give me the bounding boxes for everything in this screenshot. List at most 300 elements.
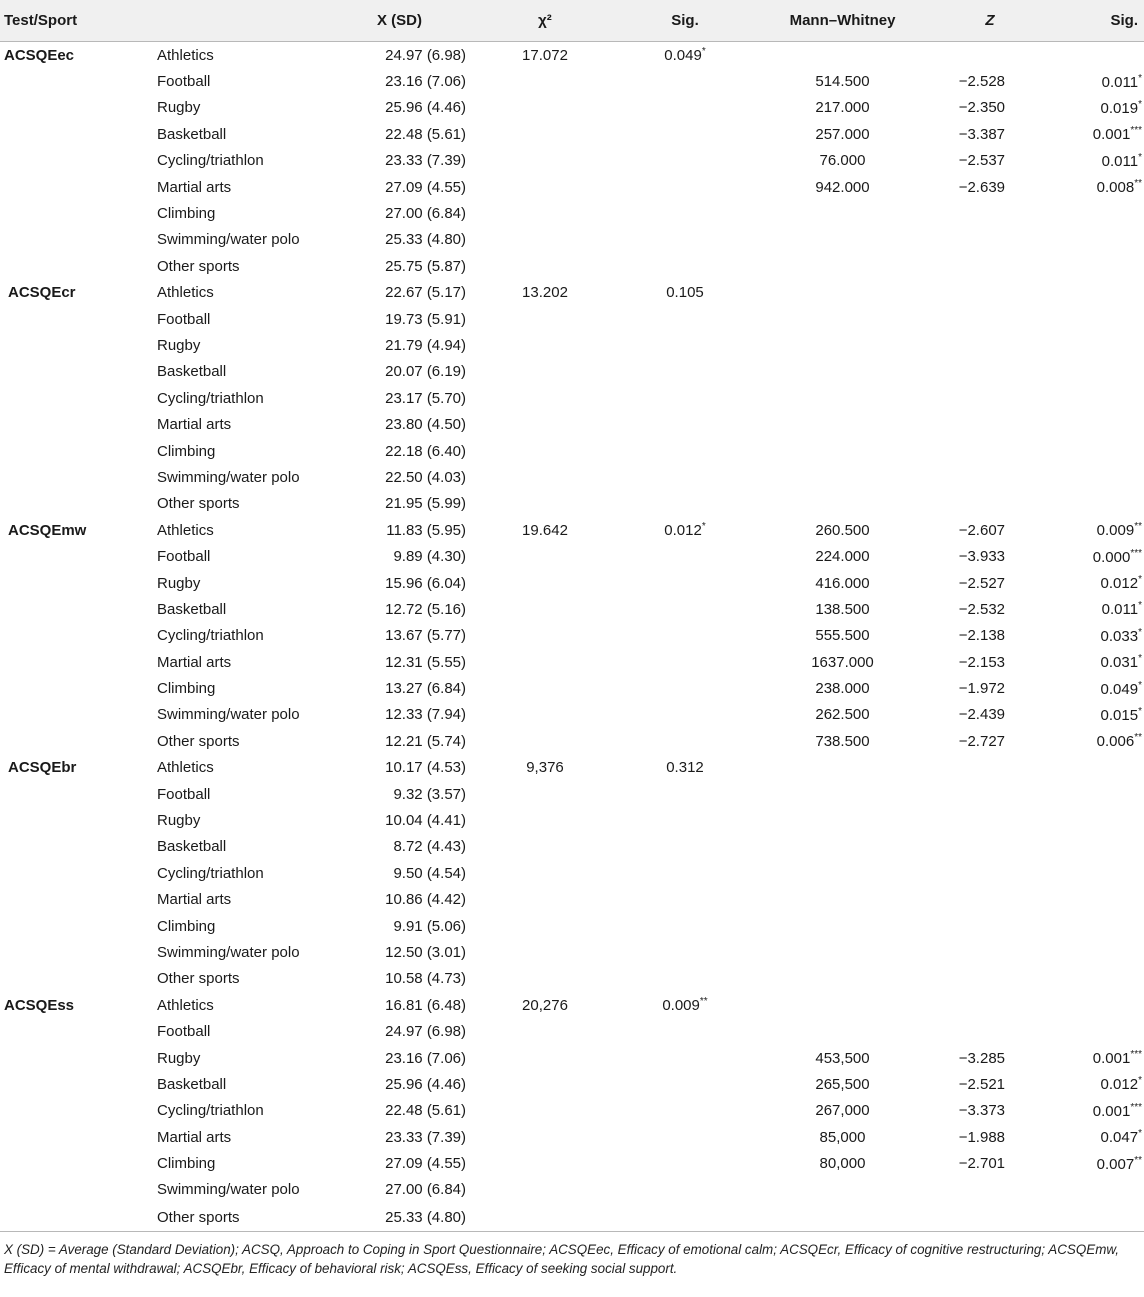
cell-z <box>935 860 1045 886</box>
cell-sig-2 <box>1045 860 1144 886</box>
cell-sig: 0.012* <box>664 521 706 540</box>
cell-sig-2: 0.009** <box>1096 521 1142 540</box>
cell-mann-whitney <box>750 966 935 992</box>
cell-sig-2 <box>1045 42 1144 69</box>
significance-marker: ** <box>699 996 708 1008</box>
cell-z <box>935 42 1045 69</box>
cell-z: −2.528 <box>958 73 1005 91</box>
cell-sport: Martial arts <box>157 653 232 671</box>
significance-marker: *** <box>1130 547 1142 559</box>
table-body <box>0 42 1144 1232</box>
cell-sig-2 <box>1045 1203 1144 1232</box>
cell-x-sd: 12.50 (3.01) <box>385 943 466 961</box>
cell-x-sd: 22.48 (5.61) <box>385 1102 466 1120</box>
cell-x-sd: 24.97 (6.98) <box>385 1023 466 1041</box>
table-row <box>0 1150 1144 1176</box>
cell-sig <box>620 1203 750 1232</box>
cell-test <box>0 1150 155 1176</box>
cell-test: ACSQEmw <box>8 521 87 539</box>
cell-z: −3.387 <box>958 125 1005 143</box>
cell-sig <box>620 702 750 728</box>
cell-sig-2: 0.008** <box>1096 178 1142 197</box>
cell-sig-2 <box>1045 992 1144 1018</box>
cell-sig <box>620 675 750 701</box>
cell-chi-square <box>470 227 620 253</box>
cell-chi-square <box>470 411 620 437</box>
cell-chi-square <box>470 675 620 701</box>
cell-chi-square <box>470 1124 620 1150</box>
cell-test <box>0 675 155 701</box>
cell-sport: Football <box>157 73 211 91</box>
cell-z: −2.521 <box>958 1075 1005 1093</box>
cell-chi-square <box>470 570 620 596</box>
table-row <box>0 306 1144 332</box>
table-row <box>0 42 1144 69</box>
cell-z <box>935 332 1045 358</box>
cell-sig: 0.009** <box>662 996 708 1015</box>
cell-z <box>935 359 1045 385</box>
cell-mann-whitney <box>750 385 935 411</box>
cell-sig: 0.049* <box>664 46 706 65</box>
table-row <box>0 200 1144 226</box>
table-row <box>0 596 1144 622</box>
cell-sport: Basketball <box>157 363 227 381</box>
cell-sig <box>620 332 750 358</box>
cell-sig <box>620 491 750 517</box>
cell-z <box>935 200 1045 226</box>
significance-marker: * <box>1138 72 1142 84</box>
cell-z: −2.527 <box>958 574 1005 592</box>
cell-sport: Football <box>157 310 211 328</box>
cell-mann-whitney <box>750 42 935 69</box>
cell-test: ACSQEbr <box>8 759 77 777</box>
cell-mann-whitney <box>750 755 935 781</box>
cell-sig-2 <box>1045 807 1144 833</box>
cell-mann-whitney: 224.000 <box>815 548 870 566</box>
table-row <box>0 887 1144 913</box>
cell-z <box>935 1018 1045 1044</box>
cell-z <box>935 1177 1045 1203</box>
cell-sig-2 <box>1045 306 1144 332</box>
cell-mann-whitney: 85,000 <box>819 1128 866 1146</box>
cell-z: −3.933 <box>958 548 1005 566</box>
significance-marker: * <box>1138 98 1142 110</box>
cell-chi-square <box>470 148 620 174</box>
cell-test <box>0 1071 155 1097</box>
cell-mann-whitney: 217.000 <box>815 99 870 117</box>
cell-z: −3.285 <box>958 1049 1005 1067</box>
header-chi-square: χ² <box>470 0 620 42</box>
table-row <box>0 1018 1144 1044</box>
significance-marker: * <box>701 46 706 58</box>
cell-mann-whitney: 265,500 <box>815 1075 870 1093</box>
cell-sig <box>620 913 750 939</box>
cell-z: −2.532 <box>958 600 1005 618</box>
cell-chi-square <box>470 438 620 464</box>
cell-mann-whitney <box>750 860 935 886</box>
cell-chi-square <box>470 649 620 675</box>
cell-sig <box>620 860 750 886</box>
cell-sig <box>620 728 750 754</box>
cell-sig-2 <box>1045 1018 1144 1044</box>
cell-sig <box>620 174 750 200</box>
cell-x-sd: 10.04 (4.41) <box>385 812 466 830</box>
table-row <box>0 939 1144 965</box>
table-row <box>0 1124 1144 1150</box>
significance-marker: * <box>1138 1075 1142 1087</box>
table-row <box>0 860 1144 886</box>
cell-sig <box>620 649 750 675</box>
cell-sig-2: 0.012* <box>1100 574 1142 592</box>
cell-x-sd: 27.00 (6.84) <box>385 205 466 223</box>
table-row <box>0 68 1144 94</box>
cell-sig <box>620 966 750 992</box>
cell-test: ACSQEss <box>4 996 75 1014</box>
cell-test <box>0 1098 155 1124</box>
cell-chi-square: 17.072 <box>522 46 568 64</box>
cell-sig <box>620 1177 750 1203</box>
cell-sport: Rugby <box>157 574 201 592</box>
cell-sig <box>620 121 750 147</box>
cell-sport: Martial arts <box>157 1128 232 1146</box>
cell-x-sd: 16.81 (6.48) <box>385 996 466 1014</box>
header-row <box>0 0 1144 42</box>
cell-x-sd: 9.32 (3.57) <box>393 785 466 803</box>
cell-chi-square: 20,276 <box>522 996 568 1014</box>
cell-sport: Other sports <box>157 732 240 750</box>
cell-test <box>0 543 155 569</box>
significance-marker: * <box>1138 705 1142 717</box>
cell-z: −2.439 <box>958 706 1005 724</box>
cell-sport: Cycling/triathlon <box>157 627 264 645</box>
cell-x-sd: 22.18 (6.40) <box>385 442 466 460</box>
cell-mann-whitney <box>750 834 935 860</box>
table-row <box>0 966 1144 992</box>
cell-sport: Swimming/water polo <box>157 943 300 961</box>
cell-mann-whitney: 138.500 <box>815 600 870 618</box>
cell-test <box>0 913 155 939</box>
cell-sig <box>620 464 750 490</box>
cell-z <box>935 464 1045 490</box>
table-row <box>0 992 1144 1018</box>
cell-z <box>935 807 1045 833</box>
cell-x-sd: 22.50 (4.03) <box>385 468 466 486</box>
cell-z: −2.701 <box>958 1155 1005 1173</box>
cell-chi-square: 9,376 <box>526 759 564 777</box>
cell-chi-square <box>470 781 620 807</box>
cell-sig <box>620 887 750 913</box>
significance-marker: * <box>1138 151 1142 163</box>
cell-test <box>0 728 155 754</box>
cell-mann-whitney <box>750 887 935 913</box>
cell-test <box>0 95 155 121</box>
cell-test <box>0 1018 155 1044</box>
cell-chi-square <box>470 332 620 358</box>
cell-sport: Climbing <box>157 205 216 223</box>
table-row <box>0 834 1144 860</box>
cell-chi-square <box>470 913 620 939</box>
cell-sig <box>620 1098 750 1124</box>
significance-marker: * <box>1138 653 1142 665</box>
cell-chi-square <box>470 306 620 332</box>
cell-sig-2: 0.001*** <box>1092 125 1142 144</box>
cell-sig <box>620 68 750 94</box>
table-row <box>0 174 1144 200</box>
cell-chi-square <box>470 596 620 622</box>
cell-x-sd: 19.73 (5.91) <box>385 310 466 328</box>
cell-chi-square <box>470 1177 620 1203</box>
cell-sig-2 <box>1045 227 1144 253</box>
cell-sig <box>620 596 750 622</box>
cell-x-sd: 25.96 (4.46) <box>385 1075 466 1093</box>
cell-sport: Swimming/water polo <box>157 1181 300 1199</box>
cell-mann-whitney <box>750 280 935 306</box>
cell-mann-whitney: 257.000 <box>815 125 870 143</box>
significance-marker: * <box>1138 574 1142 585</box>
table-row <box>0 385 1144 411</box>
cell-sig-2 <box>1045 253 1144 279</box>
cell-z <box>935 939 1045 965</box>
cell-sport: Martial arts <box>157 178 232 196</box>
cell-mann-whitney <box>750 359 935 385</box>
cell-chi-square: 13.202 <box>522 284 568 302</box>
cell-sig <box>620 1018 750 1044</box>
significance-marker: * <box>1138 626 1142 638</box>
cell-z <box>935 438 1045 464</box>
cell-mann-whitney: 1637.000 <box>811 653 874 671</box>
cell-sport: Basketball <box>157 1075 227 1093</box>
cell-mann-whitney <box>750 1018 935 1044</box>
table-row <box>0 227 1144 253</box>
cell-sport: Athletics <box>157 284 214 302</box>
cell-sig-2 <box>1045 332 1144 358</box>
cell-z <box>935 781 1045 807</box>
table-row <box>0 517 1144 543</box>
cell-sig <box>620 359 750 385</box>
cell-chi-square: 19.642 <box>522 521 568 539</box>
cell-mann-whitney <box>750 1203 935 1232</box>
cell-x-sd: 23.33 (7.39) <box>385 152 466 170</box>
cell-sig-2 <box>1045 913 1144 939</box>
cell-z: −2.727 <box>958 732 1005 750</box>
table-row <box>0 464 1144 490</box>
cell-sig <box>620 543 750 569</box>
table-row <box>0 95 1144 121</box>
table-row <box>0 807 1144 833</box>
cell-sig <box>620 623 750 649</box>
cell-test <box>0 332 155 358</box>
table-row <box>0 913 1144 939</box>
cell-test <box>0 68 155 94</box>
cell-z: −1.972 <box>958 680 1005 698</box>
cell-x-sd: 9.50 (4.54) <box>393 864 466 882</box>
table-row <box>0 121 1144 147</box>
cell-test <box>0 1203 155 1232</box>
cell-sport: Other sports <box>157 495 240 513</box>
cell-chi-square <box>470 966 620 992</box>
significance-marker: *** <box>1130 125 1142 137</box>
table-row <box>0 1071 1144 1097</box>
cell-chi-square <box>470 1018 620 1044</box>
cell-x-sd: 20.07 (6.19) <box>385 363 466 381</box>
cell-sig-2: 0.001*** <box>1092 1049 1142 1068</box>
cell-x-sd: 13.67 (5.77) <box>385 627 466 645</box>
cell-sig-2: 0.019* <box>1100 98 1142 117</box>
cell-mann-whitney <box>750 200 935 226</box>
cell-z <box>935 966 1045 992</box>
cell-chi-square <box>470 68 620 94</box>
table-row <box>0 438 1144 464</box>
cell-chi-square <box>470 253 620 279</box>
cell-x-sd: 10.58 (4.73) <box>385 970 466 988</box>
cell-mann-whitney: 260.500 <box>815 521 870 539</box>
cell-sig-2 <box>1045 887 1144 913</box>
cell-sport: Rugby <box>157 1049 201 1067</box>
significance-marker: * <box>1138 600 1142 612</box>
cell-mann-whitney: 555.500 <box>815 627 870 645</box>
table-row <box>0 253 1144 279</box>
cell-test <box>0 306 155 332</box>
cell-mann-whitney <box>750 913 935 939</box>
cell-sport: Rugby <box>157 336 201 354</box>
cell-sport: Other sports <box>157 970 240 988</box>
cell-sig <box>620 95 750 121</box>
table-row <box>0 359 1144 385</box>
cell-mann-whitney: 267,000 <box>815 1102 870 1120</box>
cell-x-sd: 27.00 (6.84) <box>385 1181 466 1199</box>
cell-sig <box>620 807 750 833</box>
cell-z <box>935 887 1045 913</box>
cell-x-sd: 23.33 (7.39) <box>385 1128 466 1146</box>
cell-sig-2 <box>1045 200 1144 226</box>
cell-x-sd: 23.16 (7.06) <box>385 1049 466 1067</box>
cell-sig-2 <box>1045 385 1144 411</box>
cell-sport: Football <box>157 548 211 566</box>
cell-chi-square <box>470 1045 620 1071</box>
cell-sig-2: 0.011* <box>1101 151 1142 170</box>
cell-chi-square <box>470 121 620 147</box>
cell-mann-whitney <box>750 992 935 1018</box>
cell-sport: Climbing <box>157 442 216 460</box>
cell-sig <box>620 570 750 596</box>
cell-x-sd: 23.17 (5.70) <box>385 389 466 407</box>
cell-test <box>0 834 155 860</box>
cell-mann-whitney: 262.500 <box>815 706 870 724</box>
cell-sport: Cycling/triathlon <box>157 1102 264 1120</box>
table-row <box>0 1098 1144 1124</box>
cell-test <box>0 939 155 965</box>
cell-sig-2: 0.006** <box>1096 732 1142 751</box>
cell-sport: Athletics <box>157 46 214 64</box>
cell-z: −2.537 <box>958 152 1005 170</box>
cell-sig-2: 0.011* <box>1101 72 1142 91</box>
cell-chi-square <box>470 939 620 965</box>
cell-mann-whitney <box>750 464 935 490</box>
cell-sport: Athletics <box>157 996 214 1014</box>
table-row <box>0 623 1144 649</box>
cell-x-sd: 24.97 (6.98) <box>385 46 466 64</box>
cell-sport: Football <box>157 1023 211 1041</box>
cell-sig <box>620 438 750 464</box>
cell-x-sd: 11.83 (5.95) <box>386 521 466 539</box>
cell-z <box>935 992 1045 1018</box>
cell-mann-whitney: 942.000 <box>815 178 870 196</box>
cell-mann-whitney <box>750 438 935 464</box>
cell-sport: Athletics <box>157 759 214 777</box>
table-row <box>0 1203 1144 1232</box>
cell-chi-square <box>470 543 620 569</box>
cell-sig: 0.105 <box>666 284 704 302</box>
cell-chi-square <box>470 702 620 728</box>
cell-sig-2 <box>1045 438 1144 464</box>
cell-mann-whitney <box>750 939 935 965</box>
table-row <box>0 491 1144 517</box>
cell-x-sd: 25.33 (4.80) <box>355 1203 470 1232</box>
cell-test <box>0 570 155 596</box>
cell-sig <box>620 253 750 279</box>
cell-sport: Athletics <box>157 521 214 539</box>
cell-mann-whitney: 514.500 <box>815 73 870 91</box>
cell-mann-whitney: 76.000 <box>819 152 866 170</box>
cell-z <box>935 755 1045 781</box>
cell-test <box>0 359 155 385</box>
cell-test <box>0 464 155 490</box>
cell-test: ACSQEcr <box>8 284 76 302</box>
cell-x-sd: 23.80 (4.50) <box>385 416 466 434</box>
cell-mann-whitney: 738.500 <box>815 732 870 750</box>
cell-x-sd: 10.86 (4.42) <box>385 891 466 909</box>
cell-sport: Climbing <box>157 917 216 935</box>
cell-x-sd: 25.96 (4.46) <box>385 99 466 117</box>
cell-x-sd: 8.72 (4.43) <box>393 838 466 856</box>
cell-sig <box>620 1150 750 1176</box>
table-row <box>0 148 1144 174</box>
cell-mann-whitney <box>750 332 935 358</box>
cell-sport: Cycling/triathlon <box>157 864 264 882</box>
cell-sig-2 <box>1045 411 1144 437</box>
cell-chi-square <box>470 1071 620 1097</box>
cell-mann-whitney: 238.000 <box>815 680 870 698</box>
cell-z: −3.373 <box>958 1102 1005 1120</box>
cell-sig-2: 0.000*** <box>1092 547 1142 566</box>
cell-test <box>0 623 155 649</box>
cell-mann-whitney <box>750 807 935 833</box>
cell-test <box>0 860 155 886</box>
cell-z <box>935 306 1045 332</box>
cell-sig-2: 0.007** <box>1096 1154 1142 1173</box>
cell-test <box>0 649 155 675</box>
cell-chi-square <box>470 359 620 385</box>
cell-sig <box>620 939 750 965</box>
cell-sport: Swimming/water polo <box>157 706 300 724</box>
cell-chi-square <box>470 623 620 649</box>
cell-x-sd: 12.72 (5.16) <box>385 600 466 618</box>
cell-sport: Climbing <box>157 680 216 698</box>
cell-test: ACSQEec <box>4 46 75 64</box>
cell-z <box>935 913 1045 939</box>
cell-sport: Rugby <box>157 812 201 830</box>
cell-z <box>935 1203 1045 1232</box>
table-footnote: X (SD) = Average (Standard Deviation); ACSQ, Approach to Coping in Sport Questionnaire; ACSQEec, Efficacy of emotional calm; ACSQEcr, Efficacy of cognitive restructuring; ACSQEmw, Efficacy of mental withdrawal; ACSQEbr, Efficacy of behavioral risk; ACSQEss, Efficacy of seeking social support. <box>4 1242 1119 1277</box>
cell-sig-2: 0.049* <box>1100 679 1142 698</box>
cell-sport: Other sports <box>157 257 240 275</box>
significance-marker: * <box>1138 679 1142 691</box>
cell-chi-square <box>470 860 620 886</box>
cell-sig-2: 0.031* <box>1100 653 1142 672</box>
cell-sig-2 <box>1045 491 1144 517</box>
cell-z: −2.350 <box>958 99 1005 117</box>
cell-sport: Basketball <box>157 600 227 618</box>
